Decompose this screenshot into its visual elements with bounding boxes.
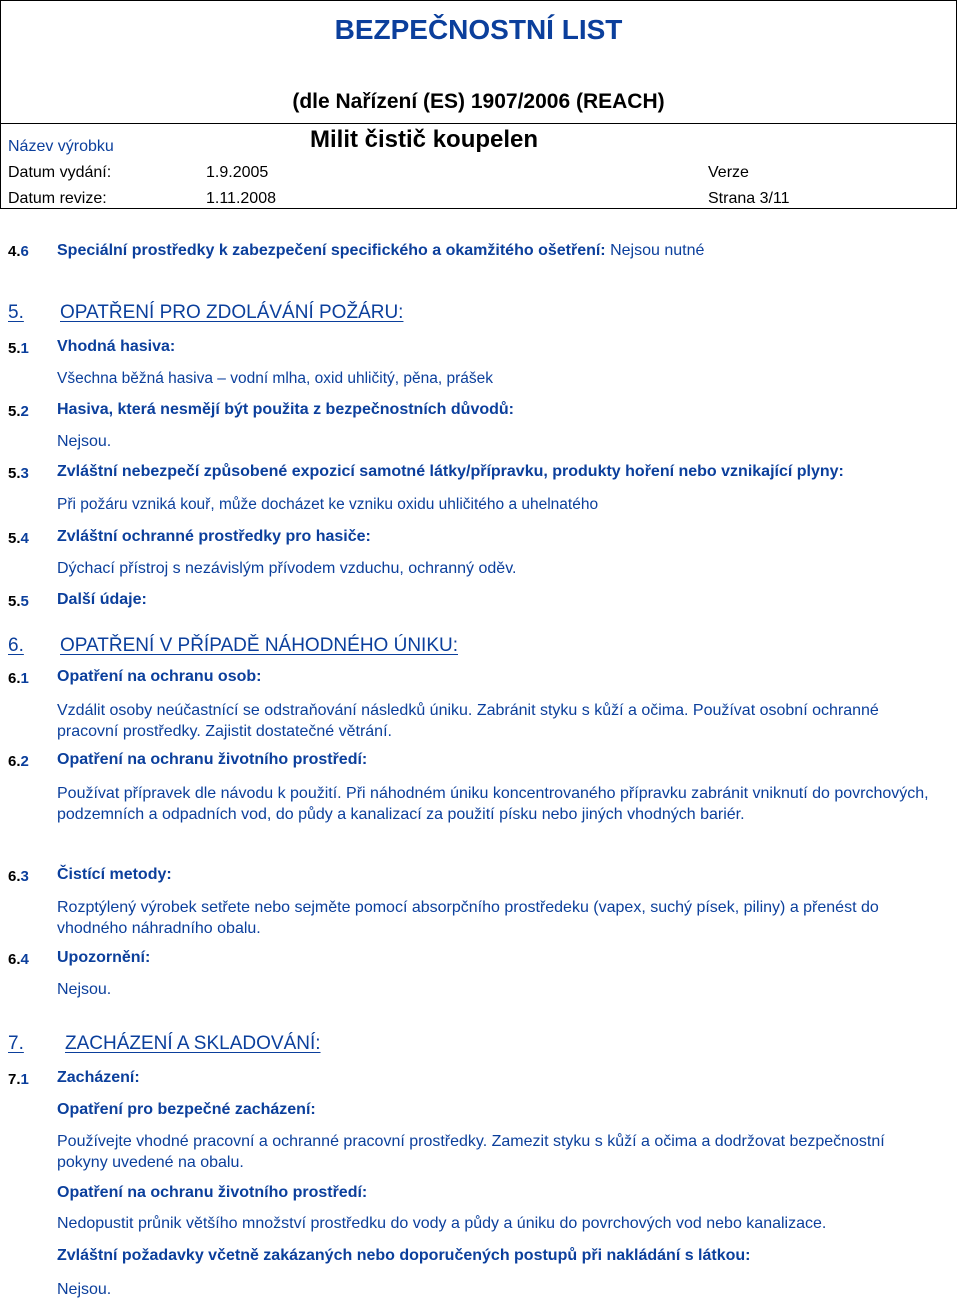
subsection-heading: Opatření pro bezpečné zacházení: (57, 1101, 316, 1118)
section-text: Při požáru vzniká kouř, může docházet ke vzniku oxidu uhličitého a uhelnatého (57, 496, 599, 513)
revision-label: Datum revize: (8, 190, 107, 207)
section-heading: Vhodná hasiva: (57, 338, 176, 355)
section-6-number: 6. (8, 635, 24, 656)
section-text: Všechna běžná hasiva – vodní mlha, oxid uhličitý, pěna, prášek (57, 370, 493, 387)
section-heading: Hasiva, která nesmějí být použita z bezpečnostních důvodů: (57, 401, 514, 418)
section-7-number: 7. (8, 1033, 24, 1054)
product-name: Milit čistič koupelen (310, 126, 539, 153)
regulation-subtitle: (dle Nařízení (ES) 1907/2006 (REACH) (292, 90, 665, 113)
section-number: 6.1 (8, 670, 29, 687)
section-text: Nejsou. (57, 433, 112, 450)
section-heading: Zvláštní ochranné prostředky pro hasiče: (57, 528, 371, 545)
section-number: 6.4 (8, 951, 29, 968)
section-heading: Opatření na ochranu osob: (57, 668, 262, 685)
section-value: Nejsou nutné (610, 242, 705, 259)
section-text: Nejsou. (57, 981, 112, 998)
section-number: 7.1 (8, 1071, 29, 1088)
section-7-title: ZACHÁZENÍ A SKLADOVÁNÍ: (65, 1033, 321, 1054)
revision-date: 1.11.2008 (206, 190, 276, 207)
header-divider (0, 123, 957, 124)
product-label: Název výrobku (8, 138, 114, 155)
section-5-title: OPATŘENÍ PRO ZDOLÁVÁNÍ POŽÁRU: (60, 302, 404, 323)
section-heading: Další údaje: (57, 591, 147, 608)
section-text: Používejte vhodné pracovní a ochranné pracovní prostředky. Zamezit styku s kůží a očima a dodržovat bezpečnostní pokyny uvedené na obalu. (57, 1133, 885, 1171)
section-heading: Opatření na ochranu životního prostředí: (57, 751, 368, 768)
section-5-number: 5. (8, 302, 24, 323)
subsection-heading: Zvláštní požadavky včetně zakázaných nebo doporučených postupů při nakládání s látkou: (57, 1247, 751, 1264)
issue-label: Datum vydání: (8, 164, 112, 181)
subsection-heading: Opatření na ochranu životního prostředí: (57, 1184, 368, 1201)
section-text: Rozptýlený výrobek setřete nebo sejměte pomocí absorpčního prostředeku (vapex, suchý písek, piliny) a přenést do vhodného náhradního obalu. (57, 899, 879, 937)
section-number: 6.3 (8, 868, 29, 885)
section-4-6 (57, 242, 704, 260)
version-label: Verze (708, 164, 749, 181)
section-number: 4.6 (8, 243, 29, 260)
section-text: Nedopustit průnik většího množství prostředku do vody a půdy a úniku do povrchových vod nebo kanalizace. (57, 1215, 827, 1232)
section-number: 5.2 (8, 403, 29, 420)
section-text: Dýchací přístroj s nezávislým přívodem vzduchu, ochranný oděv. (57, 560, 517, 577)
section-heading: Upozornění: (57, 949, 151, 966)
section-number: 6.2 (8, 753, 29, 770)
section-text: Vzdálit osoby neúčastnící se odstraňování následků úniku. Zabránit styku s kůží a očima. Používat osobní ochranné pracovní prostředky. Zajistit dostatečné větrání. (57, 702, 879, 740)
page-number: Strana 3/11 (708, 190, 790, 207)
section-number: 5.3 (8, 465, 29, 482)
section-6-title: OPATŘENÍ V PŘÍPADĚ NÁHODNÉHO ÚNIKU: (60, 635, 458, 656)
section-text: Nejsou. (57, 1281, 112, 1298)
section-number: 5.1 (8, 340, 29, 357)
section-text: Používat přípravek dle návodu k použití. Při náhodném úniku koncentrovaného přípravku zabránit vniknutí do povrchových, podzemních a odpadních vod, do půdy a kanalizací za použití písku nebo jiných vhodných bariér. (57, 785, 929, 823)
section-heading: Zvláštní nebezpečí způsobené expozicí samotné látky/přípravku, produkty hoření nebo vznikající plyny: (57, 463, 844, 480)
document-title: BEZPEČNOSTNÍ LIST (334, 14, 623, 45)
section-heading: Zacházení: (57, 1069, 140, 1086)
section-heading: Čistící metody: (57, 866, 172, 883)
section-heading: Speciální prostředky k zabezpečení specifického a okamžitého ošetření: (57, 242, 606, 259)
issue-date: 1.9.2005 (206, 164, 269, 181)
section-number: 5.4 (8, 530, 29, 547)
section-number: 5.5 (8, 593, 29, 610)
